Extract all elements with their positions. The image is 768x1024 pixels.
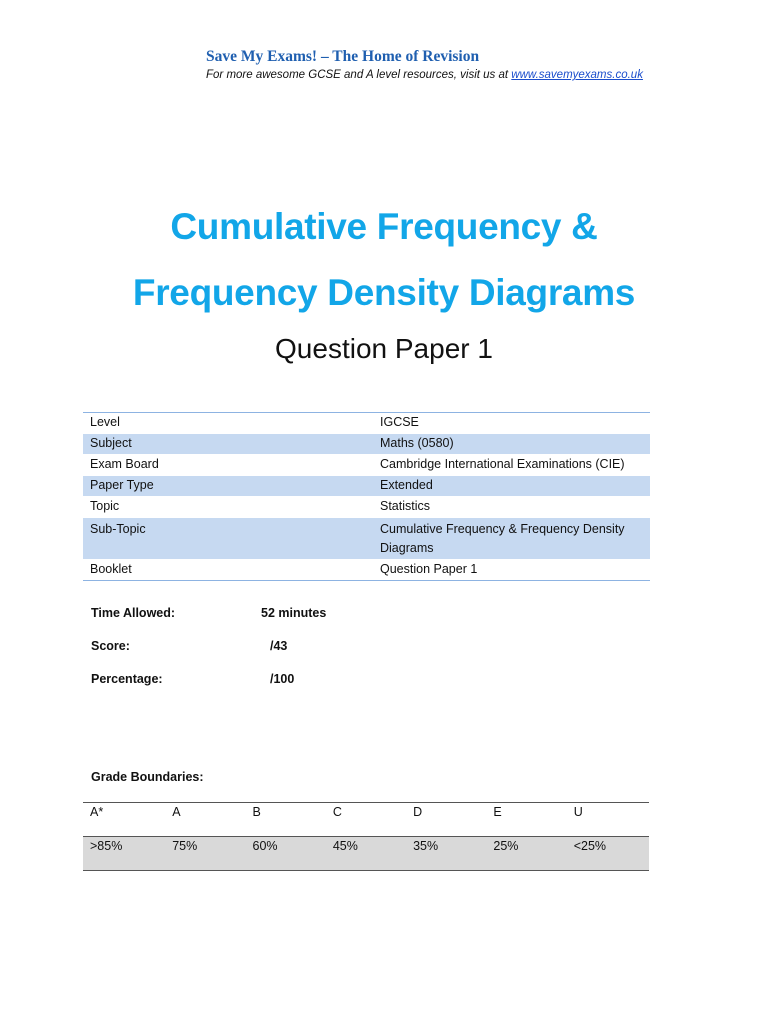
grade-cell: A — [165, 803, 245, 837]
info-value: Statistics — [373, 497, 650, 518]
percentage-value: /100 — [270, 672, 295, 686]
grade-cell: D — [406, 803, 486, 837]
info-label: Exam Board — [83, 455, 373, 476]
title-line-2: Frequency Density Diagrams — [132, 272, 636, 313]
site-header — [206, 48, 643, 81]
info-value: Question Paper 1 — [373, 560, 650, 581]
info-row-subject — [83, 434, 650, 455]
tagline — [206, 69, 643, 81]
percent-cell: 60% — [246, 837, 326, 871]
percent-cell: <25% — [567, 837, 649, 871]
info-label: Level — [90, 415, 120, 429]
info-row-topic — [83, 497, 650, 518]
title-line-1: Cumulative Frequency & — [170, 206, 598, 247]
percentage-label: Percentage: — [91, 672, 163, 686]
info-row-booklet — [83, 560, 650, 581]
info-value: Maths (0580) — [373, 434, 650, 455]
percent-cell: 35% — [406, 837, 486, 871]
brand-title: Save My Exams! – The Home of Revision — [206, 48, 480, 65]
website-link[interactable]: www.savemyexams.co.uk — [511, 69, 643, 81]
info-label: Booklet — [83, 560, 373, 581]
info-value: IGCSE — [380, 415, 419, 429]
percent-cell: 45% — [326, 837, 406, 871]
info-label: Topic — [83, 497, 373, 518]
grade-cell: C — [326, 803, 406, 837]
score-label: Score: — [91, 639, 130, 653]
percent-cell: 25% — [486, 837, 566, 871]
time-value: 52 minutes — [261, 606, 327, 620]
info-label: Sub-Topic — [83, 518, 373, 560]
info-row-exam-board — [83, 455, 650, 476]
grade-cell: A* — [83, 803, 165, 837]
info-row-paper-type — [83, 476, 650, 497]
info-label: Paper Type — [83, 476, 373, 497]
info-label: Subject — [83, 434, 373, 455]
grade-cell: U — [567, 803, 649, 837]
info-value: Cambridge International Examinations (CIE) — [373, 455, 650, 476]
grade-boundaries-title: Grade Boundaries: — [91, 770, 204, 784]
grade-cell: E — [486, 803, 566, 837]
grade-row — [83, 803, 649, 837]
info-value: Extended — [373, 476, 650, 497]
percent-cell: >85% — [83, 837, 165, 871]
time-label: Time Allowed: — [91, 606, 176, 620]
info-row-sub-topic — [83, 518, 650, 560]
paper-subtitle: Question Paper 1 — [275, 333, 493, 364]
score-value: /43 — [270, 639, 288, 653]
tagline-text: For more awesome GCSE and A level resources, visit us at — [206, 69, 512, 81]
info-table — [83, 412, 650, 581]
info-value: Cumulative Frequency & Frequency Density Diagrams — [373, 518, 650, 560]
percent-cell: 75% — [165, 837, 245, 871]
info-row-level — [83, 413, 650, 434]
percent-row — [83, 837, 649, 871]
grade-cell: B — [246, 803, 326, 837]
grade-boundaries-table — [83, 802, 649, 871]
